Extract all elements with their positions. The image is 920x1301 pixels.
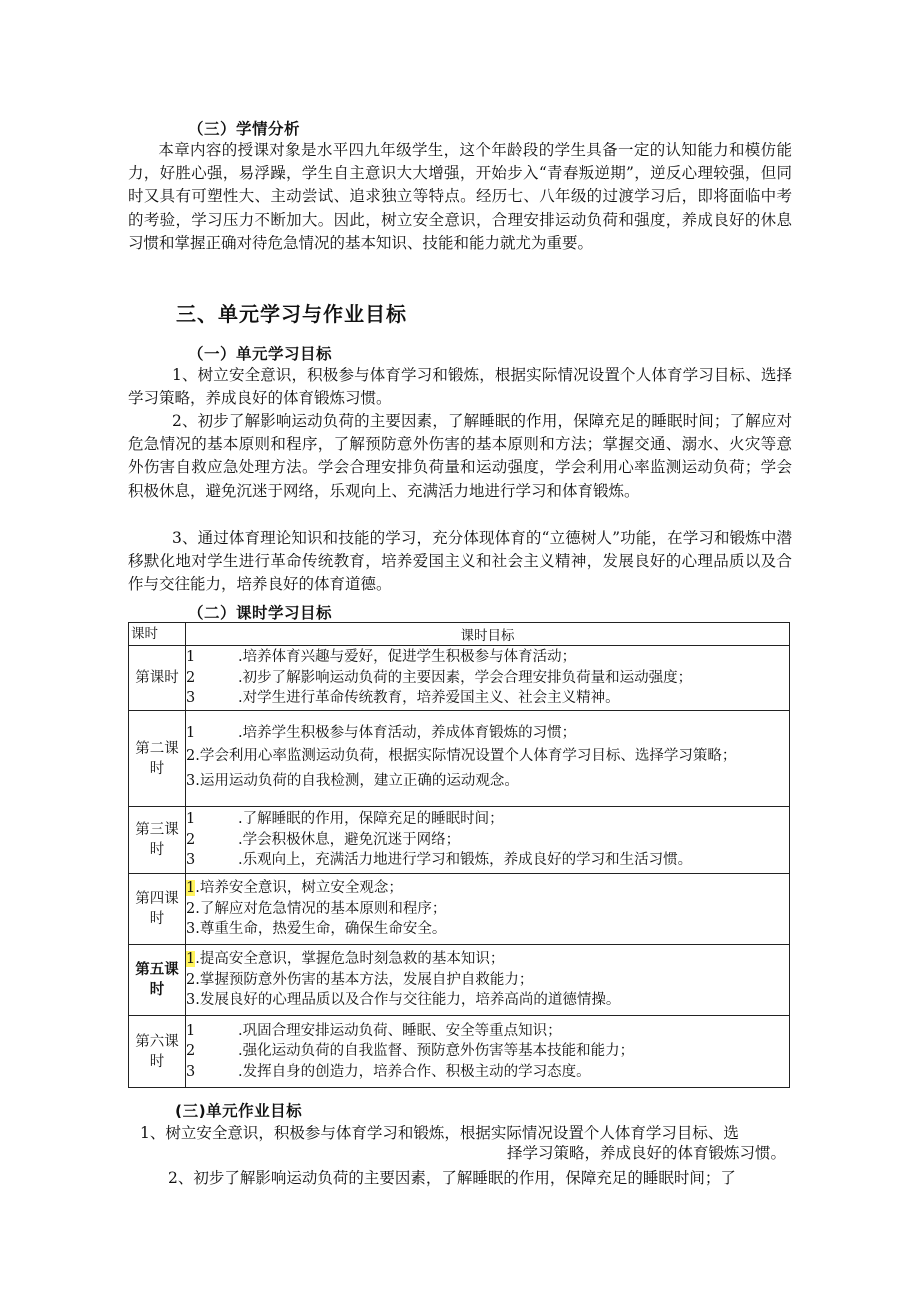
goal-line: 2 .初步了解影响运动负荷的主要因素，学会合理安排负荷量和运动强度； bbox=[186, 669, 693, 686]
goal-line: 1 .培养学生积极参与体育活动，养成体育锻炼的习惯； bbox=[186, 725, 577, 742]
goal-line: 1 .培养体育兴趣与爱好，促进学生积极参与体育活动； bbox=[186, 649, 577, 666]
header-goal: 课时目标 bbox=[186, 623, 790, 646]
unit-goal-item-1: 1、树立安全意识，积极参与体育学习和锻炼，根据实际情况设置个人体育学习目标、选择学习策略，养成良好的体育锻炼习惯。 bbox=[128, 366, 792, 408]
goal-line: 3 .发挥自身的创造力，培养合作、积极主动的学习态度。 bbox=[186, 1063, 591, 1080]
homework-goal-item-1-line-1: 1、树立安全意识，积极参与体育学习和锻炼，根据实际情况设置个人体育学习目标、选 bbox=[140, 1124, 739, 1142]
table-row bbox=[129, 874, 790, 945]
table-row bbox=[129, 1016, 790, 1088]
table-row bbox=[129, 807, 790, 874]
highlight-mark: 1 bbox=[186, 880, 196, 897]
goal-line: 2 .强化运动负荷的自我监督、预防意外伤害等基本技能和能力； bbox=[186, 1043, 635, 1060]
table-header-row bbox=[129, 623, 790, 646]
learning-analysis-heading: （三）学情分析 bbox=[188, 120, 301, 138]
goal-cell bbox=[186, 874, 790, 945]
goal-line: 3.发展良好的心理品质以及合作与交往能力，培养高尚的道德情操。 bbox=[186, 992, 621, 1009]
goal-line: 2.了解应对危急情况的基本原则和程序； bbox=[186, 900, 447, 917]
goal-line: 2.学会利用心率监测运动负荷，根据实际情况设置个人体育学习目标、选择学习策略； bbox=[186, 747, 737, 764]
goal-cell bbox=[186, 807, 790, 874]
highlight-mark: 1 bbox=[186, 951, 196, 968]
lesson-cell: 第三课时 bbox=[129, 807, 186, 874]
section-title: 三、单元学习与作业目标 bbox=[176, 302, 407, 326]
unit-goal-item-2: 2、初步了解影响运动负荷的主要因素，了解睡眠的作用，保障充足的睡眠时间；了解应对危急情况的基本原则和程序，了解预防意外伤害的基本原则和方法；掌握交通、溺水、火灾等意外伤害自救应急处理方法。学会合理安排负荷量和运动强度，学会利用心率监测运动负荷；学会积极休息，避免沉迷于网络，乐观向上、充满活力地进行学习和体育锻炼。 bbox=[128, 412, 792, 500]
goal-line: 1 .巩固合理安排运动负荷、睡眠、安全等重点知识； bbox=[186, 1022, 562, 1039]
header-lesson: 课时 bbox=[129, 623, 186, 646]
goal-line: 2.掌握预防意外伤害的基本方法，发展自护自救能力； bbox=[186, 971, 534, 988]
goal-line: 3 .乐观向上，充满活力地进行学习和锻炼，养成良好的学习和生活习惯。 bbox=[186, 852, 693, 869]
goal-cell bbox=[186, 646, 790, 711]
homework-goal-item-2-line-1: 2、初步了解影响运动负荷的主要因素，了解睡眠的作用，保障充足的睡眠时间；了 bbox=[168, 1169, 736, 1187]
lesson-cell: 第课时 bbox=[129, 646, 186, 711]
lesson-cell: 第二课时 bbox=[129, 711, 186, 807]
goal-line: 3.尊重生命，热爱生命，确保生命安全。 bbox=[186, 921, 447, 938]
goal-cell bbox=[186, 945, 790, 1016]
lesson-cell: 第六课时 bbox=[129, 1016, 186, 1088]
learning-analysis-paragraph: 本章内容的授课对象是水平四九年级学生，这个年龄段的学生具备一定的认知能力和模仿能力，好胜心强，易浮躁，学生自主意识大大增强，开始步入“青春叛逆期”，逆反心理较强，但同时又具有可塑性大、主动尝试、追求独立等特点。经历七、八年级的过渡学习后，即将面临中考的考验，学习压力不断加大。因此，树立安全意识，合理安排运动负荷和强度，养成良好的休息习惯和掌握正确对待危急情况的基本知识、技能和能力就尤为重要。 bbox=[128, 141, 792, 252]
goal-line: 3 .对学生进行革命传统教育，培养爱国主义、社会主义精神。 bbox=[186, 690, 620, 707]
goal-line: 1 .了解睡眠的作用，保障充足的睡眠时间； bbox=[186, 811, 504, 828]
table-row bbox=[129, 711, 790, 807]
lesson-cell: 第四课时 bbox=[129, 874, 186, 945]
goal-line: 3.运用运动负荷的自我检测，建立正确的运动观念。 bbox=[186, 772, 519, 789]
goal-line: 1.培养安全意识，树立安全观念； bbox=[186, 880, 403, 897]
unit-goal-item-3: 3、通过体育理论知识和技能的学习，充分体现体育的“立德树人”功能，在学习和锻炼中潜移默化地对学生进行革命传统教育，培养爱国主义和社会主义精神，发展良好的心理品质以及合作与交往能力，培养良好的体育道德。 bbox=[128, 529, 792, 594]
lesson-goals-heading: （二）课时学习目标 bbox=[188, 604, 333, 622]
goal-line: 1.提高安全意识，掌握危急时刻急救的基本知识； bbox=[186, 951, 505, 968]
lesson-cell: 第五课时 bbox=[129, 945, 186, 1016]
table-row bbox=[129, 646, 790, 711]
table-row bbox=[129, 945, 790, 1016]
goal-cell bbox=[186, 1016, 790, 1088]
homework-goals-heading: (三)单元作业目标 bbox=[175, 1102, 303, 1120]
goal-cell bbox=[186, 711, 790, 807]
homework-goal-item-1-line-2: 择学习策略，养成良好的体育锻炼习惯。 bbox=[506, 1144, 786, 1162]
unit-goals-heading: （一）单元学习目标 bbox=[188, 345, 333, 363]
goal-line: 2 .学会积极休息，避免沉迷于网络； bbox=[186, 831, 461, 848]
lesson-goals-table bbox=[128, 622, 790, 1088]
